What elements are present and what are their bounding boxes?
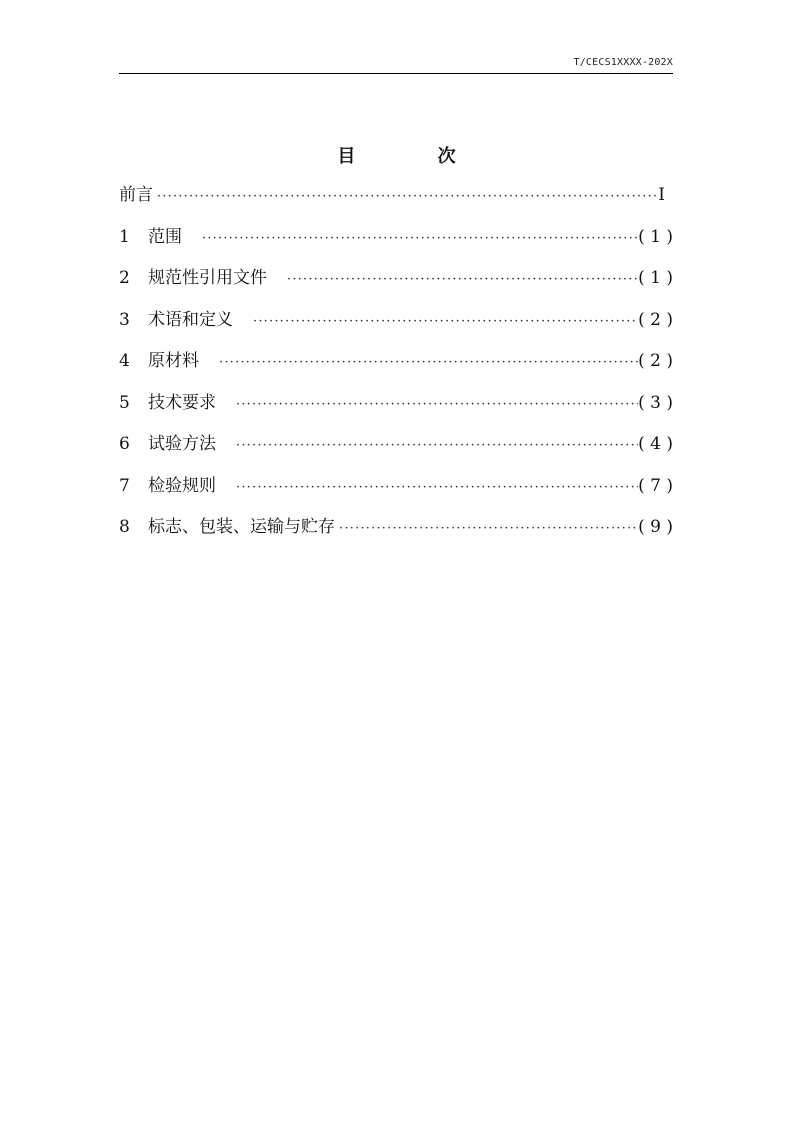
toc-dot-leader — [236, 425, 638, 467]
toc-entry-label: 规范性引用文件 — [148, 268, 267, 288]
toc-entry-label: 技术要求 — [148, 392, 216, 413]
toc-entry-page: ( 3 ) — [638, 392, 673, 413]
toc-title: 目 次 — [337, 146, 494, 167]
toc-dot-leader — [236, 384, 638, 426]
toc-entry-test-methods[interactable] — [119, 424, 673, 466]
toc-entry-page: ( 2 ) — [638, 351, 673, 371]
toc-entry-normative-references[interactable] — [119, 258, 673, 300]
toc-entry-label: 检验规则 — [148, 475, 216, 496]
toc-entry-label: 标志、包装、运输与贮存 — [148, 517, 335, 537]
toc-entry-number: 3 — [119, 309, 130, 330]
toc-entry-page: I — [658, 185, 665, 205]
toc-entry-number: 7 — [119, 475, 130, 496]
toc-entry-technical-requirements[interactable] — [119, 383, 673, 425]
toc-entry-foreword[interactable] — [119, 175, 673, 217]
toc-dot-leader — [219, 342, 638, 384]
toc-entry-raw-materials[interactable] — [119, 341, 673, 383]
toc-dot-leader — [202, 218, 638, 260]
toc-entry-number: 4 — [119, 351, 130, 371]
toc-entry-label: 前言 — [119, 185, 153, 205]
toc-entry-page: ( 1 ) — [638, 226, 673, 247]
toc-entry-number: 5 — [119, 392, 130, 413]
toc-entry-number: 2 — [119, 268, 130, 288]
toc-dot-leader — [236, 467, 638, 509]
toc-dot-leader — [157, 176, 658, 218]
toc-entry-label: 原材料 — [148, 351, 199, 371]
toc-entry-page: ( 9 ) — [638, 517, 673, 537]
toc-entry-label: 试验方法 — [148, 434, 216, 454]
toc-entry-page: ( 1 ) — [638, 268, 673, 288]
toc-entry-label: 范围 — [148, 226, 182, 247]
toc-entry-page: ( 4 ) — [638, 434, 673, 454]
toc-entry-inspection-rules[interactable] — [119, 466, 673, 508]
toc-dot-leader — [287, 259, 638, 301]
toc-dot-leader — [253, 301, 638, 343]
toc-entry-page: ( 7 ) — [638, 475, 673, 496]
toc-entry-number: 8 — [119, 517, 130, 537]
header-rule — [119, 73, 673, 74]
toc-entry-scope[interactable] — [119, 217, 673, 259]
toc-entry-label: 术语和定义 — [148, 309, 233, 330]
toc-entry-number: 6 — [119, 434, 130, 454]
toc-entry-number: 1 — [119, 226, 130, 247]
document-code: T/CECS1XXXX-202X — [573, 57, 673, 68]
toc-dot-leader — [339, 508, 638, 550]
toc-entry-terms-definitions[interactable] — [119, 300, 673, 342]
toc-entry-marking-packaging-storage[interactable] — [119, 507, 673, 549]
table-of-contents — [119, 175, 673, 549]
toc-entry-page: ( 2 ) — [638, 309, 673, 330]
